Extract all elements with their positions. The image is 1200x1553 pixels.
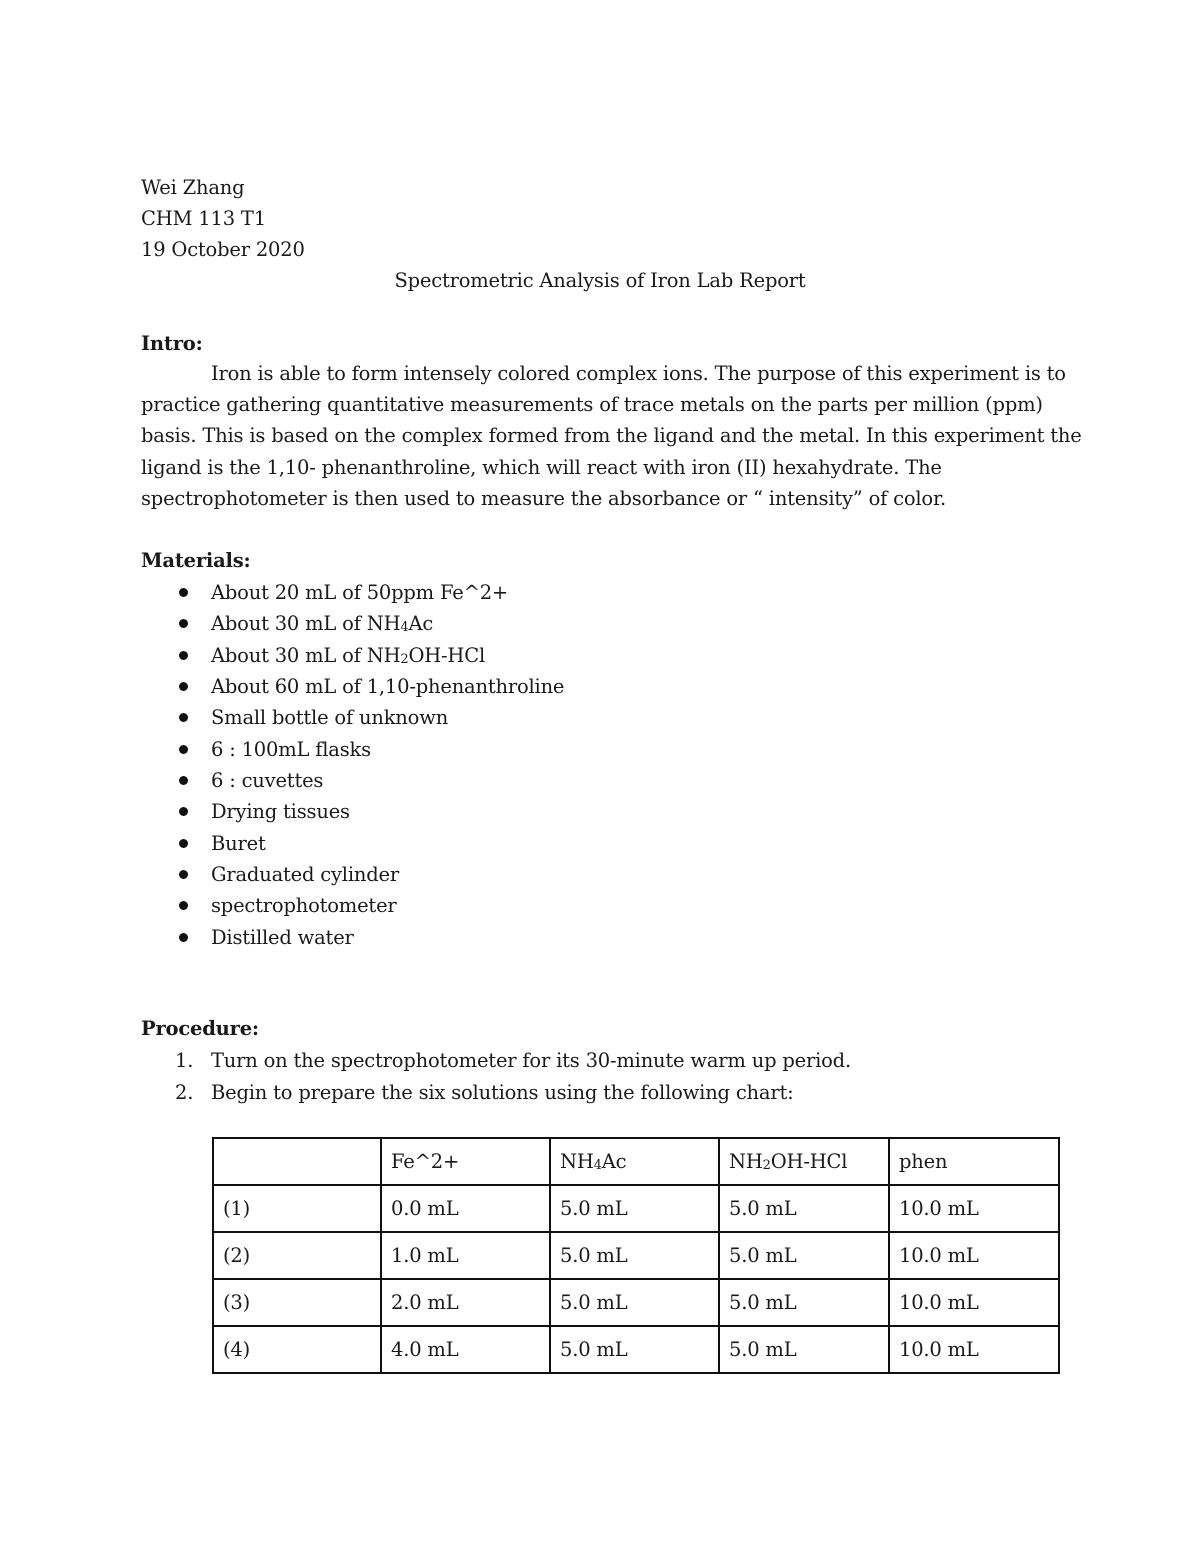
table-cell: 5.0 mL: [550, 1185, 719, 1232]
report-date: 19 October 2020: [141, 238, 305, 261]
bullet-icon: [179, 776, 188, 785]
table-cell: 10.0 mL: [889, 1232, 1059, 1279]
list-item: [141, 671, 564, 702]
header-cell: $NH_4Ac$: [550, 1138, 719, 1185]
bullet-icon: [179, 651, 188, 660]
list-item: [141, 702, 564, 733]
procedure-heading: Procedure:: [141, 1017, 259, 1040]
table-cell: 2.0 mL: [381, 1279, 550, 1326]
table-cell: 5.0 mL: [719, 1326, 889, 1373]
bullet-icon: [179, 619, 188, 628]
table-cell: (2): [213, 1232, 381, 1279]
bullet-icon: [179, 870, 188, 879]
bullet-icon: [179, 713, 188, 722]
list-item: [141, 608, 564, 639]
intro-line: ligand is the 1,10- phenanthroline, which will react with iron (II) hexahydrate. The: [141, 455, 942, 479]
material-text: Buret: [211, 831, 266, 855]
header-cell: $NH_2OH$-HCl: [719, 1138, 889, 1185]
bullet-icon: [179, 807, 188, 816]
material-text: 6 : 100mL flasks: [211, 737, 371, 761]
material-text: Small bottle of unknown: [211, 706, 449, 730]
table-row: [213, 1326, 1059, 1373]
table-cell: 5.0 mL: [550, 1279, 719, 1326]
step-text: Begin to prepare the six solutions using the following chart:: [211, 1080, 794, 1104]
table-cell: (3): [213, 1279, 381, 1326]
table-cell: 1.0 mL: [381, 1232, 550, 1279]
table-cell: 4.0 mL: [381, 1326, 550, 1373]
table-cell: 5.0 mL: [719, 1279, 889, 1326]
table-cell: 10.0 mL: [889, 1326, 1059, 1373]
step-number: 2.: [175, 1080, 194, 1104]
material-text: About 20 mL of 50ppm Fe^2+: [211, 581, 509, 604]
bullet-icon: [179, 839, 188, 848]
material-text: Graduated cylinder: [211, 863, 399, 887]
list-item: [141, 796, 564, 827]
intro-line: basis. This is based on the complex formed from the ligand and the metal. In this experiment the: [141, 424, 1082, 448]
list-item: [141, 828, 564, 859]
solutions-table: [212, 1137, 1060, 1374]
intro-line: spectrophotometer is then used to measure the absorbance or “ intensity” of color.: [141, 486, 946, 510]
report-title: Spectrometric Analysis of Iron Lab Report: [394, 269, 806, 292]
list-item: [141, 922, 564, 953]
list-item: [141, 734, 564, 765]
material-text: About 30 mL of $NH_2OH$-HCl: [211, 643, 485, 667]
step-text: Turn on the spectrophotometer for its 30-minute warm up period.: [211, 1049, 851, 1072]
header-cell: Fe^2+: [381, 1138, 550, 1185]
material-text: About 30 mL of $NH_4Ac$: [211, 612, 434, 636]
bullet-icon: [179, 682, 188, 691]
material-text: spectrophotometer: [211, 894, 397, 918]
materials-heading: Materials:: [141, 549, 251, 572]
list-item: [141, 1045, 851, 1077]
step-number: 1.: [175, 1049, 194, 1072]
material-text: Distilled water: [211, 925, 354, 949]
table-cell: (4): [213, 1326, 381, 1373]
table-header-row: [213, 1138, 1059, 1185]
material-text: 6 : cuvettes: [211, 769, 324, 793]
header-cell: phen: [889, 1138, 1059, 1185]
table-row: [213, 1232, 1059, 1279]
table-cell: 5.0 mL: [719, 1232, 889, 1279]
list-item: [141, 890, 564, 921]
bullet-icon: [179, 901, 188, 910]
list-item: [141, 859, 564, 890]
table-cell: (1): [213, 1185, 381, 1232]
list-item: [141, 765, 564, 796]
list-item: [141, 577, 564, 608]
table-row: [213, 1279, 1059, 1326]
materials-list: [141, 577, 564, 953]
intro-paragraph: [141, 358, 1082, 514]
table-cell: 5.0 mL: [550, 1326, 719, 1373]
bullet-icon: [179, 933, 188, 942]
material-text: About 60 mL of 1,10-phenanthroline: [211, 675, 565, 699]
author-name: Wei Zhang: [141, 176, 245, 199]
list-item: [141, 640, 564, 671]
intro-heading: Intro:: [141, 332, 203, 355]
intro-line: Iron is able to form intensely colored complex ions. The purpose of this experiment is to: [211, 362, 1066, 385]
course-code: CHM 113 T1: [141, 207, 266, 230]
bullet-icon: [179, 745, 188, 754]
procedure-list: [141, 1045, 851, 1108]
header-cell: [213, 1138, 381, 1185]
table-row: [213, 1185, 1059, 1232]
list-item: [141, 1077, 851, 1109]
table-cell: 10.0 mL: [889, 1279, 1059, 1326]
bullet-icon: [179, 588, 188, 597]
table-cell: 5.0 mL: [550, 1232, 719, 1279]
table-cell: 5.0 mL: [719, 1185, 889, 1232]
material-text: Drying tissues: [211, 800, 350, 824]
table-cell: 0.0 mL: [381, 1185, 550, 1232]
intro-line: practice gathering quantitative measurements of trace metals on the parts per million (ppm): [141, 393, 1043, 417]
table-cell: 10.0 mL: [889, 1185, 1059, 1232]
